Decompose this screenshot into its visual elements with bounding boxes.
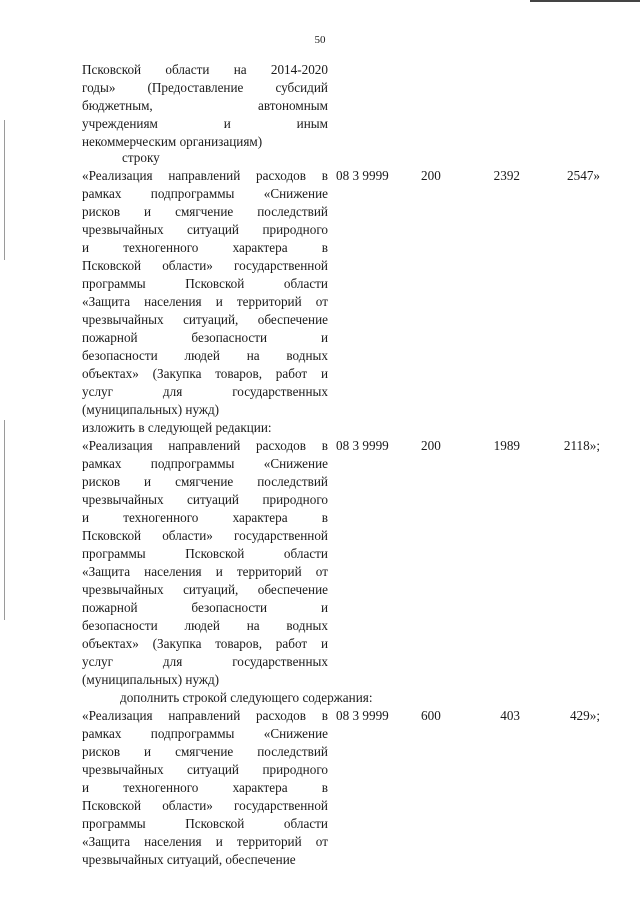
description-line: (муниципальных) нужд): [82, 672, 220, 687]
description-line: рисков и смягчение последствий: [82, 744, 328, 759]
description-line: Псковской области» государственной: [82, 528, 328, 543]
description-line: Псковской области» государственной: [82, 798, 328, 813]
row-code: 08 3 9999: [336, 438, 389, 453]
row-value-2: 429»;: [569, 708, 600, 723]
row-value-1: 1989: [493, 438, 520, 453]
description-line: чрезвычайных ситуаций природного: [82, 762, 328, 777]
description-line: безопасности людей на водных: [82, 348, 328, 363]
description-line: рамках подпрограммы «Снижение: [82, 456, 328, 471]
row-value-2: 2118»;: [563, 438, 600, 453]
scan-top-edge: [530, 0, 640, 2]
scan-left-edge-upper: [4, 120, 5, 260]
description-line: «Защита населения и территорий от: [82, 564, 328, 579]
description-line: объектах» (Закупка товаров, работ и: [82, 366, 328, 381]
instruction-edit: изложить в следующей редакции:: [82, 420, 272, 435]
row-expense-type: 600: [421, 708, 441, 723]
instruction-add: дополнить строкой следующего содержания:: [120, 690, 373, 705]
description-line: рисков и смягчение последствий: [82, 204, 328, 219]
row-value-1: 2392: [493, 168, 520, 183]
intro-line: некоммерческим организациям): [82, 134, 263, 149]
description-line: «Защита населения и территорий от: [82, 294, 328, 309]
description-line: и техногенного характера в: [82, 240, 328, 255]
description-line: рамках подпрограммы «Снижение: [82, 186, 328, 201]
row-code: 08 3 9999: [336, 168, 389, 183]
page-number: 50: [314, 34, 326, 46]
description-line: чрезвычайных ситуаций природного: [82, 222, 328, 237]
description-line: «Реализация направлений расходов в: [82, 168, 328, 183]
description-line: программы Псковской области: [82, 276, 328, 291]
scan-left-edge-lower: [4, 420, 5, 620]
description-line: рамках подпрограммы «Снижение: [82, 726, 328, 741]
description-line: рисков и смягчение последствий: [82, 474, 328, 489]
row-value-2: 2547»: [567, 168, 600, 183]
description-line: услуг для государственных: [82, 654, 328, 669]
intro-line: бюджетным, автономным: [82, 98, 328, 113]
description-line: программы Псковской области: [82, 816, 328, 831]
description-line: «Реализация направлений расходов в: [82, 438, 328, 453]
instruction-row: строку: [122, 150, 160, 165]
description-line: «Реализация направлений расходов в: [82, 708, 328, 723]
intro-line: годы» (Предоставление субсидий: [82, 80, 328, 95]
description-line: безопасности людей на водных: [82, 618, 328, 633]
description-line: пожарной безопасности и: [82, 600, 328, 615]
description-line: «Защита населения и территорий от: [82, 834, 328, 849]
description-line: объектах» (Закупка товаров, работ и: [82, 636, 328, 651]
row-value-1: 403: [500, 708, 520, 723]
row-expense-type: 200: [421, 438, 441, 453]
row-code: 08 3 9999: [336, 708, 389, 723]
description-line: программы Псковской области: [82, 546, 328, 561]
description-line: чрезвычайных ситуаций, обеспечение: [82, 582, 328, 597]
description-line: и техногенного характера в: [82, 780, 328, 795]
description-line: Псковской области» государственной: [82, 258, 328, 273]
description-line: пожарной безопасности и: [82, 330, 328, 345]
description-line: чрезвычайных ситуаций природного: [82, 492, 328, 507]
description-line: и техногенного характера в: [82, 510, 328, 525]
description-line: (муниципальных) нужд): [82, 402, 220, 417]
description-line: услуг для государственных: [82, 384, 328, 399]
description-line: чрезвычайных ситуаций, обеспечение: [82, 312, 328, 327]
intro-line: Псковской области на 2014-2020: [82, 62, 328, 77]
row-expense-type: 200: [421, 168, 441, 183]
description-line: чрезвычайных ситуаций, обеспечение: [82, 852, 296, 867]
intro-line: учреждениям и иным: [82, 116, 328, 131]
